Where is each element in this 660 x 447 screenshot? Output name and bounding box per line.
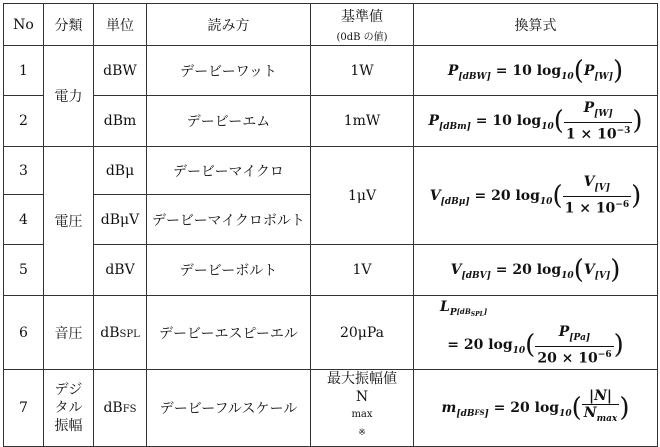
row-unit-sub: FS — [122, 403, 137, 415]
table-row — [4, 296, 658, 370]
formula-fraction — [535, 324, 613, 367]
row-reference: 1V — [311, 245, 414, 296]
row-unit-sub: SPL — [119, 328, 140, 340]
header-no: No — [4, 4, 44, 46]
category-digital — [44, 370, 94, 447]
row-reading: デービーマイクロ — [147, 147, 311, 195]
formula-fraction — [564, 100, 633, 143]
formula-log-base: 10 — [559, 408, 572, 419]
header-formula: 換算式 — [414, 4, 658, 46]
formula-eq: = 20 log — [469, 187, 540, 204]
formula-lhs-sub4: ] — [483, 306, 488, 316]
formula-num-sub: [V] — [594, 183, 611, 194]
row-no: 2 — [4, 96, 44, 147]
formula-arg: V — [583, 262, 595, 278]
category-digital-3: 振幅 — [54, 417, 83, 434]
category-digital-2: タル — [54, 399, 83, 416]
row-no: 1 — [4, 46, 44, 96]
row-reading: デービーフルスケール — [147, 370, 311, 447]
formula-log-base: 10 — [561, 71, 574, 82]
formula-eq: = 20 log — [447, 337, 513, 353]
formula-den-exp: −3 — [616, 125, 631, 136]
row-unit: dBμ — [94, 147, 147, 195]
formula-den: 1 × 10 — [565, 126, 617, 143]
formula-den: 1 × 10 — [564, 200, 616, 217]
row-reading: デービーワット — [147, 46, 311, 96]
row-reference: 1mW — [311, 96, 414, 147]
formula-lhs-sub: [dB — [456, 408, 475, 419]
formula-lhs-sub: [dBμ] — [440, 196, 470, 207]
decibel-table — [3, 3, 658, 447]
formula-num-sub: [Pa] — [569, 332, 591, 343]
row-reading: デービーマイクロボルト — [147, 195, 311, 245]
formula-lhs-sub2: [dB — [456, 306, 471, 316]
row-reference-sub: max — [351, 409, 373, 420]
row-unit-main: dB — [103, 399, 123, 416]
header-reference — [311, 4, 414, 46]
formula-num: P — [558, 323, 570, 340]
row-unit: dBV — [94, 245, 147, 296]
row-reference-line1: 最大振幅値 — [327, 371, 397, 387]
row-reference-main: N — [355, 389, 369, 405]
row-reference: 20μPa — [311, 296, 414, 370]
formula-lhs-sub: [dBm] — [438, 122, 471, 132]
row-no: 3 — [4, 147, 44, 195]
formula-log-base: 10 — [512, 346, 526, 356]
row-reading: デービーエスピーエル — [147, 296, 311, 370]
table-row — [4, 46, 658, 96]
row-no: 7 — [4, 370, 44, 447]
row-unit-main: dB — [100, 324, 120, 341]
formula-eq: = 20 log — [490, 262, 562, 278]
category-sound: 音圧 — [44, 296, 94, 370]
row-reference-mark: ※ — [358, 428, 366, 438]
formula-fraction — [563, 174, 632, 217]
header-category: 分類 — [44, 4, 94, 46]
header-reference-sub: (0dB の値) — [336, 32, 388, 43]
formula-num-sub: [W] — [594, 108, 613, 119]
row-unit: dBμV — [94, 195, 147, 245]
table-row — [4, 370, 658, 447]
formula-eq: = 20 log — [488, 399, 560, 416]
row-reading: デービーボルト — [147, 245, 311, 296]
formula-eq: = 10 log — [490, 62, 562, 79]
formula-num: P — [583, 99, 595, 116]
formula-lhs-sub2: FS — [474, 407, 485, 417]
row-no: 4 — [4, 195, 44, 245]
row-unit: dBW — [94, 46, 147, 96]
row-unit — [94, 296, 147, 370]
formula-lhs-sub: P — [449, 307, 457, 318]
row-no: 6 — [4, 296, 44, 370]
formula-dbv: $V_{[dBV]} = 20$ $\log_{10}(V_{[V]})$ — [414, 245, 658, 296]
formula-lhs-sub3: SPL — [470, 310, 484, 318]
formula-den-exp: −6 — [597, 349, 612, 360]
formula-lhs: P — [428, 113, 439, 129]
row-unit: dBm — [94, 96, 147, 147]
formula-dbw: $P_{[dBW]} = 10$ $\log_{10}(P_{[W]})$ — [414, 46, 658, 96]
row-reading: デービーエム — [147, 96, 311, 147]
formula-den-exp: −6 — [615, 200, 630, 211]
header-reading: 読み方 — [147, 4, 311, 46]
formula-log-base: 10 — [539, 196, 553, 207]
header-reference-label: 基準値 — [341, 9, 383, 25]
formula-lhs: V — [429, 187, 441, 204]
formula-lhs: m — [441, 399, 457, 416]
header-unit: 単位 — [94, 4, 147, 46]
formula-den: 20 × 10 — [537, 350, 598, 367]
header-row — [4, 4, 658, 46]
formula-arg-sub: [W] — [594, 71, 614, 82]
category-digital-1: デジ — [54, 381, 83, 398]
table-row — [4, 147, 658, 195]
formula-log-base: 10 — [541, 122, 554, 132]
table-row — [4, 245, 658, 296]
formula-lhs: P — [447, 62, 459, 79]
formula-den: N — [583, 405, 597, 422]
formula-lhs-sub3: ] — [484, 408, 489, 419]
category-voltage: 電圧 — [44, 147, 94, 296]
row-reference: 1W — [311, 46, 414, 96]
formula-lhs: L — [440, 298, 450, 315]
formula-arg-sub: [V] — [594, 271, 611, 281]
formula-num: |N| — [589, 388, 613, 405]
category-power: 電力 — [44, 46, 94, 147]
row-reference: 1μV — [311, 147, 414, 245]
formula-dbm: $P_{[dBm]} = 10$ $\log_{10}$( $\frac{P_{[W]}}{1 \times 10^{-3}}$ ) — [414, 96, 658, 147]
formula-lhs-sub: [dBW] — [458, 71, 491, 82]
table-row — [4, 96, 658, 147]
formula-num: V — [583, 174, 595, 191]
formula-dbfs: $m_{[dBFS]} = 20$ $\log_{10}$( $\frac{|N|}{N_{max}}$ ) — [414, 370, 658, 447]
formula-log-base: 10 — [561, 271, 574, 281]
formula-lhs: V — [450, 262, 462, 278]
formula-lhs-sub: [dBV] — [461, 271, 491, 281]
formula-fraction — [582, 388, 620, 427]
row-reference — [311, 370, 414, 447]
formula-eq: = 10 log — [470, 113, 542, 129]
formula-dbspl: $L_{P[dBSPL]}$ = 20 $\log_{10}$( $\frac{P_{[Pa]}}{20 \times 10^{-6}}$ ) — [414, 296, 658, 370]
row-unit — [94, 370, 147, 447]
formula-den-sub: max — [596, 414, 618, 425]
row-no: 5 — [4, 245, 44, 296]
formula-arg: P — [583, 62, 595, 79]
formula-dbmu: $V_{[dB\mu]} = 20$ $\log_{10}$( $\frac{V_{[V]}}{1 \times 10^{-6}}$ ) — [414, 147, 658, 245]
